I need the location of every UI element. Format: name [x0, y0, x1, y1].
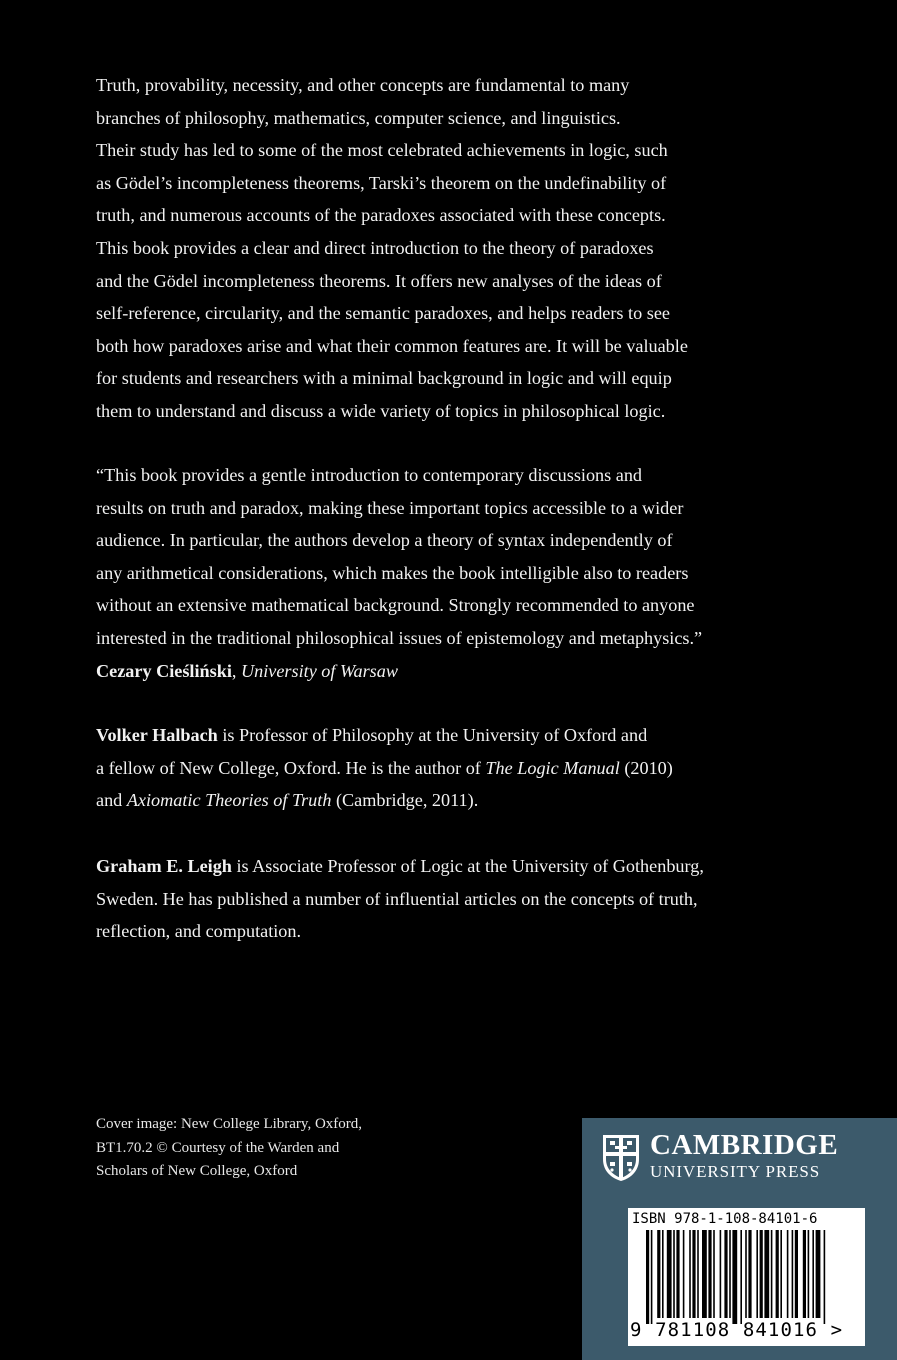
blurb-line: as Gödel’s incompleteness theorems, Tarski’s theorem on the undefinability of [96, 172, 667, 193]
bio-text: and [96, 790, 127, 811]
blurb-line: and the Gödel incompleteness theorems. It offers new analyses of the ideas of [96, 270, 662, 291]
barcode-bar [729, 1230, 731, 1318]
author-name: Graham E. Leigh [96, 856, 232, 876]
cover-image-credit [96, 1113, 456, 1184]
barcode-bar [651, 1230, 653, 1324]
barcode-bar [646, 1230, 649, 1324]
barcode-bar [708, 1230, 711, 1318]
cambridge-crest-icon [601, 1133, 641, 1183]
barcode-bar [816, 1230, 821, 1318]
barcode-bar [771, 1230, 773, 1318]
isbn-barcode [628, 1208, 865, 1346]
credit-line: Cover image: New College Library, Oxford, [96, 1116, 363, 1132]
book-title: The Logic Manual [485, 757, 620, 778]
barcode-bar [740, 1230, 742, 1324]
barcode-bar [702, 1230, 707, 1318]
barcode-digits: 9 781108 841016 > [630, 1319, 844, 1341]
reviewer-affiliation: University of Warsaw [241, 660, 398, 681]
author-bio-leigh [96, 850, 816, 948]
reviewer-separator: , [231, 660, 241, 681]
barcode-bar [760, 1230, 763, 1318]
blurb-line: self-reference, circularity, and the semantic paradoxes, and helps readers to see [96, 303, 670, 324]
bio-line: Sweden. He has published a number of influential articles on the concepts of truth, [96, 888, 698, 909]
barcode-bar [776, 1230, 779, 1318]
barcode-bar [824, 1230, 826, 1324]
barcode-bar [792, 1230, 794, 1318]
review-line: interested in the traditional philosophical issues of epistemology and metaphysics.” [96, 627, 703, 648]
blurb-line: Truth, provability, necessity, and other concepts are fundamental to many [96, 75, 630, 95]
isbn-label: ISBN 978-1-108-84101-6 [632, 1211, 818, 1227]
bio-text: (2010) [619, 757, 673, 778]
bio-text: (Cambridge, 2011). [331, 790, 479, 811]
review-quote [96, 459, 816, 687]
barcode-bar [764, 1230, 769, 1318]
barcode-bar [724, 1230, 727, 1318]
barcode-bar [689, 1230, 691, 1318]
blurb-line: both how paradoxes arise and what their common features are. It will be valuable [96, 335, 688, 356]
bio-line [96, 784, 816, 817]
publisher-name [650, 1130, 838, 1183]
barcode-bar [676, 1230, 679, 1318]
bio-line [96, 752, 816, 785]
barcode-bar [692, 1230, 695, 1318]
publisher-name-line2: UNIVERSITY PRESS [650, 1162, 821, 1181]
bio-text: is Professor of Philosophy at the University of Oxford and [217, 725, 648, 745]
reviewer-attribution [96, 655, 816, 688]
credit-line: BT1.70.2 © Courtesy of the Warden and [96, 1139, 340, 1156]
review-line: audience. In particular, the authors develop a theory of syntax independently of [96, 530, 673, 551]
barcode-bar [662, 1230, 664, 1318]
barcode-bar [667, 1230, 672, 1318]
review-line: “This book provides a gentle introduction to contemporary discussions and [96, 465, 643, 485]
author-bio-halbach [96, 719, 816, 817]
barcode-bar [803, 1230, 806, 1318]
bio-line [96, 850, 816, 883]
publisher-name-line1: CAMBRIDGE [650, 1129, 839, 1161]
barcode-bar [812, 1230, 814, 1318]
barcode-bar [683, 1230, 685, 1318]
book-title: Axiomatic Theories of Truth [126, 790, 332, 811]
blurb-line: truth, and numerous accounts of the paradoxes associated with these concepts. [96, 205, 666, 226]
blurb-line: Their study has led to some of the most celebrated achievements in logic, such [96, 140, 668, 161]
description-blurb [96, 69, 816, 428]
blurb-line: for students and researchers with a minimal background in logic and will equip [96, 368, 672, 389]
barcode-bar [748, 1230, 751, 1318]
barcode-bar [657, 1230, 660, 1318]
review-line: any arithmetical considerations, which makes the book intelligible also to readers [96, 562, 689, 583]
barcode-bar [756, 1230, 758, 1318]
credit-line: Scholars of New College, Oxford [96, 1163, 298, 1179]
bio-text: is Associate Professor of Logic at the University of Gothenburg, [231, 856, 704, 876]
review-line: results on truth and paradox, making these important topics accessible to a wider [96, 497, 684, 518]
bio-text: a fellow of New College, Oxford. He is the author of [96, 757, 486, 778]
barcode-bar [795, 1230, 798, 1318]
reviewer-name: Cezary Cieśliński [96, 660, 232, 681]
barcode-bar [780, 1230, 782, 1318]
bio-line [96, 719, 816, 752]
barcode-bar [732, 1230, 737, 1324]
barcode-bar [673, 1230, 675, 1318]
barcode-bar [697, 1230, 699, 1318]
barcode-bar [745, 1230, 747, 1318]
blurb-line: branches of philosophy, mathematics, computer science, and linguistics. [96, 107, 621, 128]
barcode-bar [787, 1230, 789, 1318]
barcode-bar [713, 1230, 715, 1318]
blurb-line: them to understand and discuss a wide variety of topics in philosophical logic. [96, 400, 666, 421]
bio-line: reflection, and computation. [96, 921, 302, 942]
review-line: without an extensive mathematical background. Strongly recommended to anyone [96, 595, 695, 616]
barcode-bar [808, 1230, 810, 1318]
author-name: Volker Halbach [96, 725, 218, 745]
blurb-line: This book provides a clear and direct introduction to the theory of paradoxes [96, 237, 654, 258]
barcode-bar [720, 1230, 722, 1318]
